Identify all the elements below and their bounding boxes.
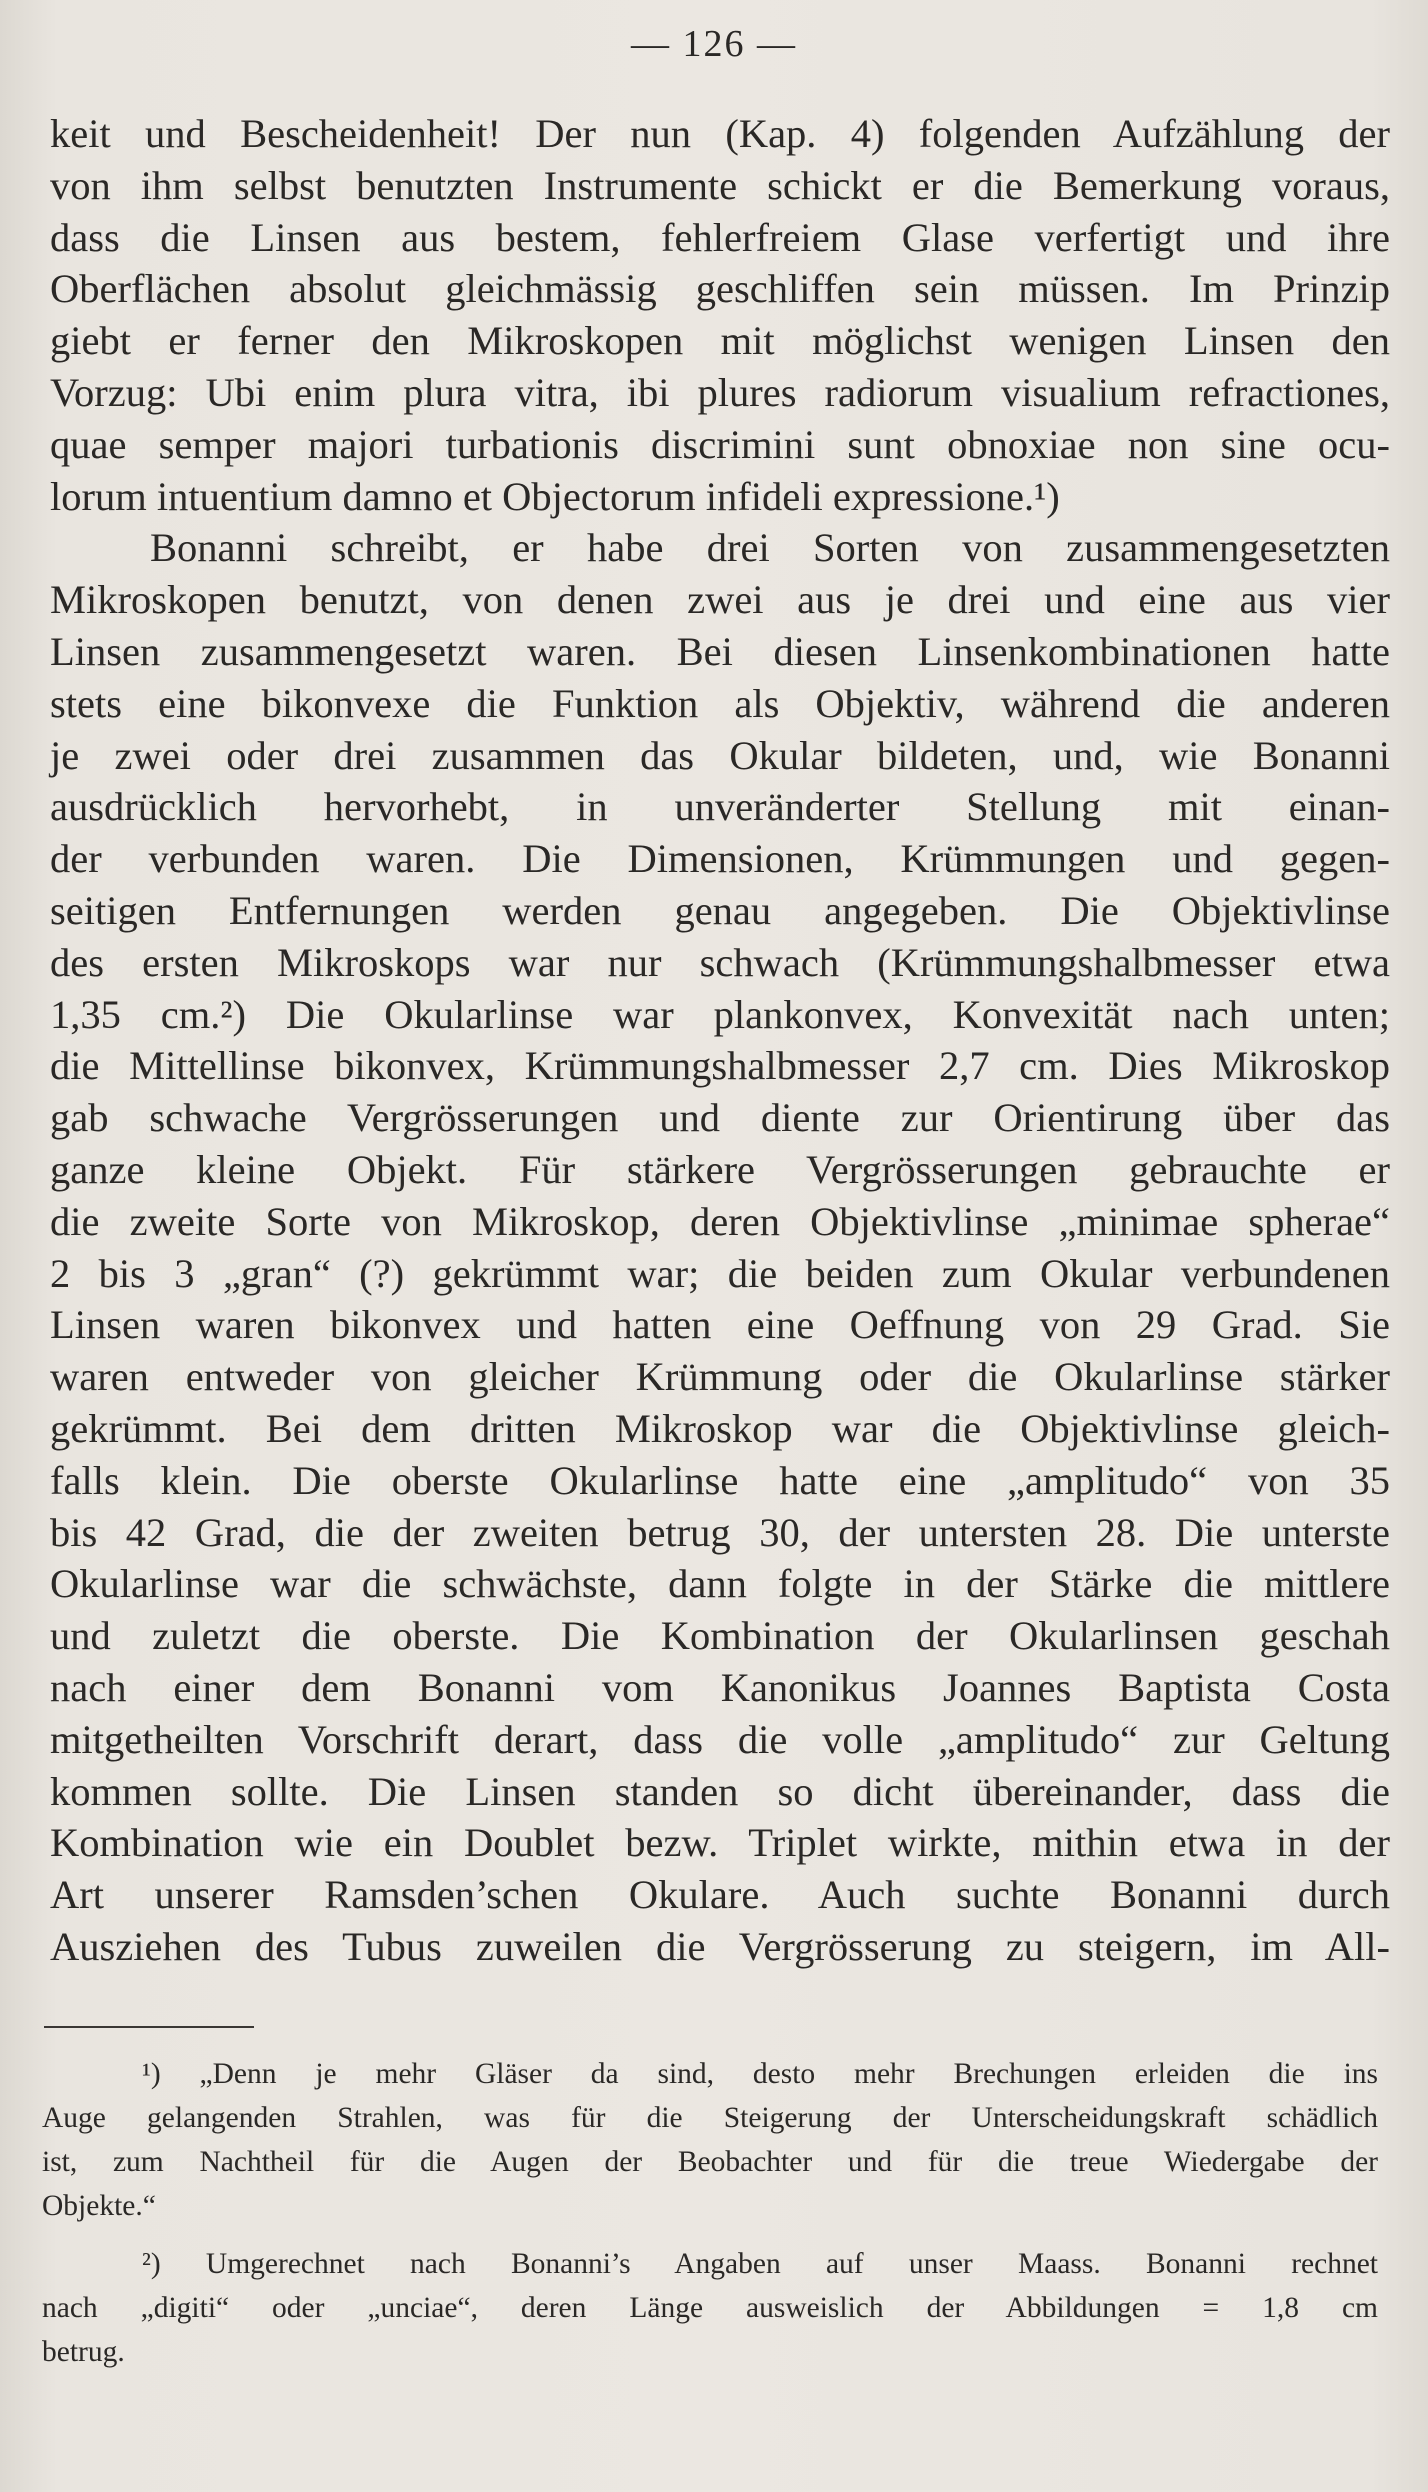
text-line: Mikroskopen benutzt, von denen zwei aus je drei und eine aus vier <box>50 577 1390 623</box>
text-line: lorum intuentium damno et Objectorum infideli expressione.¹) <box>50 473 1060 519</box>
text-line: der verbunden waren. Die Dimensionen, Krümmungen und gegen- <box>50 836 1390 882</box>
footnote-1-line: Objekte.“ <box>42 2190 156 2222</box>
text-line: die Mittellinse bikonvex, Krümmungshalbmesser 2,7 cm. Dies Mikroskop <box>50 1043 1390 1089</box>
text-line: Art unserer Ramsden’schen Okulare. Auch suchte Bonanni durch <box>50 1872 1390 1918</box>
text-line: gekrümmt. Bei dem dritten Mikroskop war die Objektivlinse gleich- <box>50 1405 1390 1451</box>
text-line: nach einer dem Bonanni vom Kanonikus Joannes Baptista Costa <box>50 1664 1390 1710</box>
text-line: mitgetheilten Vorschrift derart, dass die volle „amplitudo“ zur Geltung <box>50 1716 1390 1762</box>
text-line: kommen sollte. Die Linsen standen so dicht übereinander, dass die <box>50 1768 1390 1814</box>
footnote-2-line: nach „digiti“ oder „unciae“, deren Länge ausweislich der Abbildungen = 1,8 cm <box>42 2292 1378 2324</box>
text-line: waren entweder von gleicher Krümmung oder die Okularlinse stärker <box>50 1354 1390 1400</box>
paragraph-start-line: Bonanni schreibt, er habe drei Sorten von zusammengesetzten <box>150 525 1390 571</box>
footnote-1-line: Auge gelangenden Strahlen, was für die Steigerung der Unterscheidungskraft schädlich <box>42 2102 1378 2134</box>
footnote-separator <box>44 2026 254 2028</box>
text-line: Linsen waren bikonvex und hatten eine Oeffnung von 29 Grad. Sie <box>50 1302 1390 1348</box>
text-line: 2 bis 3 „gran“ (?) gekrümmt war; die beiden zum Okular verbundenen <box>50 1250 1390 1296</box>
footnote-1-line: ¹) „Denn je mehr Gläser da sind, desto mehr Brechungen erleiden die ins <box>142 2058 1378 2090</box>
text-line: je zwei oder drei zusammen das Okular bildeten, und, wie Bonanni <box>50 732 1390 778</box>
text-line: Vorzug: Ubi enim plura vitra, ibi plures radiorum visualium refractiones, <box>50 369 1390 415</box>
text-line: und zuletzt die oberste. Die Kombination der Okularlinsen geschah <box>50 1613 1390 1659</box>
text-line: quae semper majori turbationis discrimini sunt obnoxiae non sine ocu- <box>50 421 1390 467</box>
text-line: seitigen Entfernungen werden genau angegeben. Die Objektivlinse <box>50 887 1390 933</box>
text-line: keit und Bescheidenheit! Der nun (Kap. 4) folgenden Aufzählung der <box>50 111 1390 156</box>
text-line: giebt er ferner den Mikroskopen mit möglichst wenigen Linsen den <box>50 318 1390 364</box>
text-line: Kombination wie ein Doublet bezw. Triplet wirkte, mithin etwa in der <box>50 1820 1390 1866</box>
text-line: stets eine bikonvexe die Funktion als Objektiv, während die anderen <box>50 680 1390 726</box>
text-line: falls klein. Die oberste Okularlinse hatte eine „amplitudo“ von 35 <box>50 1457 1390 1503</box>
text-line: ganze kleine Objekt. Für stärkere Vergrösserungen gebrauchte er <box>50 1146 1390 1192</box>
page-number-header: — 126 — <box>631 23 797 65</box>
text-line: bis 42 Grad, die der zweiten betrug 30, der untersten 28. Die unterste <box>50 1509 1390 1555</box>
text-line: Okularlinse war die schwächste, dann folgte in der Stärke die mittlere <box>50 1561 1390 1607</box>
text-line: Linsen zusammengesetzt waren. Bei diesen Linsenkombinationen hatte <box>50 628 1390 674</box>
footnote-1-line: ist, zum Nachtheil für die Augen der Beobachter und für die treue Wiedergabe der <box>42 2146 1378 2178</box>
text-line: des ersten Mikroskops war nur schwach (Krümmungshalbmesser etwa <box>50 939 1390 985</box>
text-line: die zweite Sorte von Mikroskop, deren Objektivlinse „minimae spherae“ <box>50 1198 1390 1244</box>
footnote-2-line: betrug. <box>42 2336 125 2368</box>
text-line: gab schwache Vergrösserungen und diente zur Orientirung über das <box>50 1095 1390 1141</box>
text-line: von ihm selbst benutzten Instrumente schickt er die Bemerkung voraus, <box>50 162 1390 208</box>
footnotes <box>42 2052 1378 2374</box>
footnote-gap <box>42 2228 1378 2242</box>
footnote-2-line: ²) Umgerechnet nach Bonanni’s Angaben auf unser Maass. Bonanni rechnet <box>142 2248 1378 2280</box>
body-text <box>50 108 1390 1973</box>
text-line: Oberflächen absolut gleichmässig geschliffen sein müssen. Im Prinzip <box>50 266 1390 312</box>
text-line: dass die Linsen aus bestem, fehlerfreiem Glase verfertigt und ihre <box>50 214 1390 260</box>
text-line: Ausziehen des Tubus zuweilen die Vergrösserung zu steigern, im All- <box>50 1923 1390 1969</box>
text-line: ausdrücklich hervorhebt, in unveränderter Stellung mit einan- <box>50 784 1390 830</box>
text-line: 1,35 cm.²) Die Okularlinse war plankonvex, Konvexität nach unten; <box>50 991 1390 1037</box>
